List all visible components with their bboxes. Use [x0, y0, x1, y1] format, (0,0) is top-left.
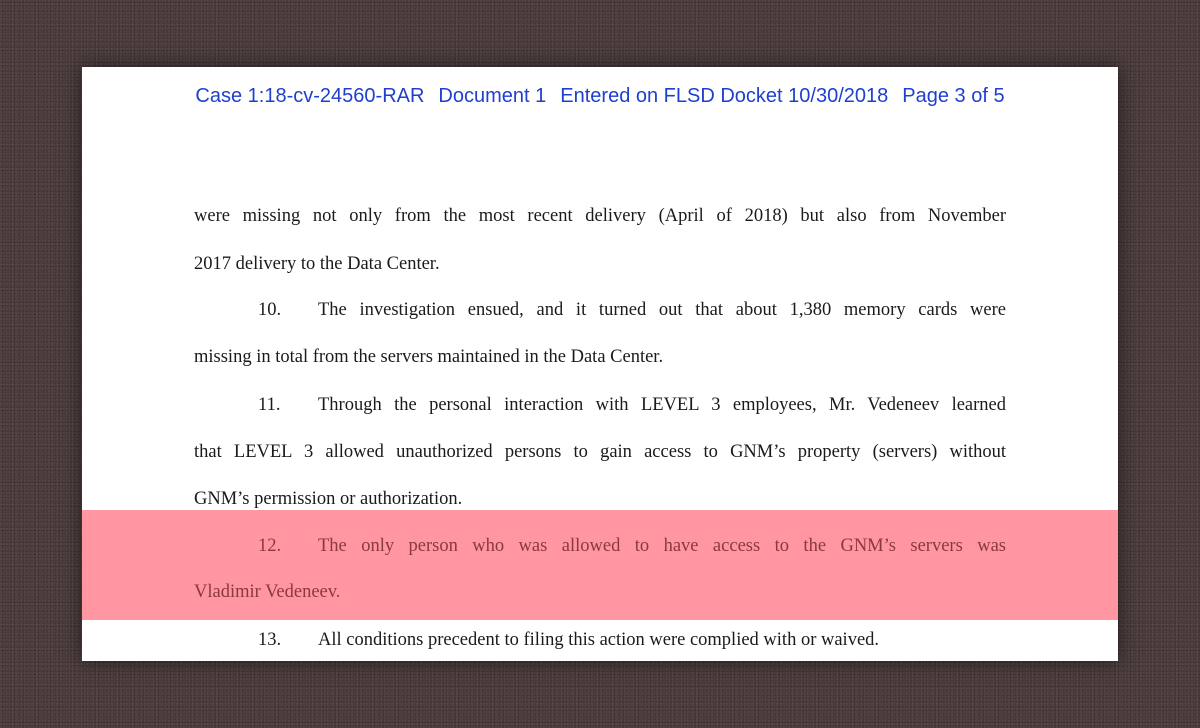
paragraph-12-line-1: The only person who was allowed to have access to the GNM’s servers was: [318, 536, 1006, 556]
paragraph-12-number: 12.: [258, 536, 282, 556]
paragraph-13-number: 13.: [258, 630, 282, 650]
paragraph-10-line-1: The investigation ensued, and it turned out that about 1,380 memory cards were: [318, 300, 1006, 320]
case-number: Case 1:18-cv-24560-RAR: [195, 85, 425, 107]
paragraph-11-line-1: Through the personal interaction with LEVEL 3 employees, Mr. Vedeneev learned: [318, 395, 1006, 415]
highlighted-paragraph-band: [82, 510, 1118, 620]
paragraph-10-number: 10.: [258, 300, 282, 320]
docket-header: [82, 85, 1118, 108]
docket-entry-date: Entered on FLSD Docket 10/30/2018: [560, 85, 889, 107]
paragraph-11-line-3: GNM’s permission or authorization.: [194, 489, 463, 509]
document-page: [82, 67, 1118, 661]
paragraph-10-line-2: missing in total from the servers maintained in the Data Center.: [194, 347, 664, 367]
paragraph-continuation-line-2: 2017 delivery to the Data Center.: [194, 254, 440, 274]
paragraph-13-line-1: All conditions precedent to filing this action were complied with or waived.: [318, 630, 880, 650]
document-number: Document 1: [438, 85, 547, 107]
paragraph-11-number: 11.: [258, 395, 281, 415]
page-number: Page 3 of 5: [902, 85, 1005, 107]
paragraph-12-line-2: Vladimir Vedeneev.: [194, 582, 341, 602]
paragraph-continuation-line-1: were missing not only from the most recent delivery (April of 2018) but also from November: [194, 206, 1006, 226]
paragraph-11-line-2: that LEVEL 3 allowed unauthorized persons to gain access to GNM’s property (servers) without: [194, 442, 1006, 462]
